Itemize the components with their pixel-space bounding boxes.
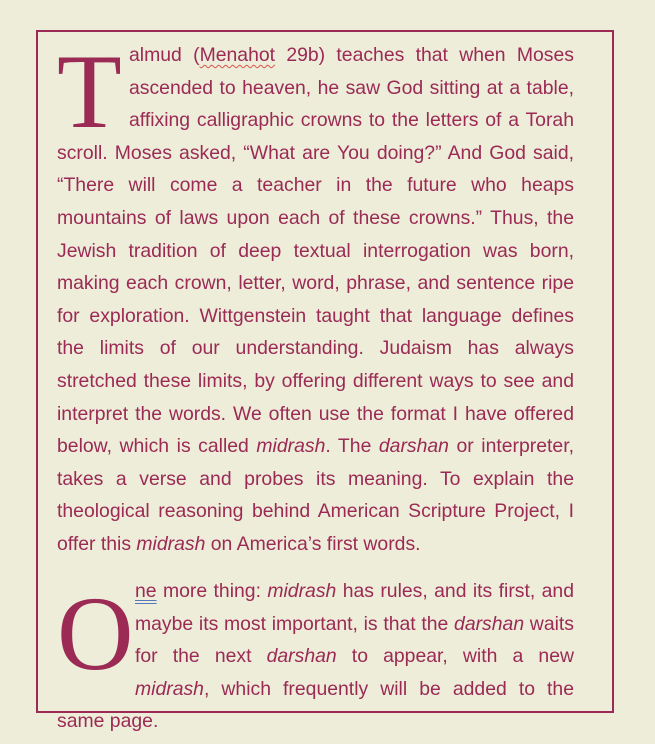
text-segment: almud (	[129, 44, 200, 66]
text-segment: or interpreter, takes a verse and probes its meaning. To explain the theological reasoning behind American Scripture Project, I offer this	[57, 435, 574, 555]
grammar-check-word-ne[interactable]: ne	[135, 580, 157, 602]
italic-term-midrash: midrash	[256, 435, 326, 458]
text-segment: on America’s first words.	[205, 532, 421, 555]
spellcheck-word-menahot[interactable]: Menahot	[199, 44, 276, 66]
paragraph-talmud	[57, 33, 574, 561]
drop-cap-o: O	[57, 575, 134, 692]
italic-term-darshan: darshan	[454, 612, 525, 635]
text-segment: has rules, and its first, and maybe its most important, is that the	[135, 580, 574, 635]
italic-term-midrash: midrash	[135, 677, 204, 700]
italic-term-midrash: midrash	[136, 532, 206, 555]
drop-cap-t: T	[57, 33, 122, 150]
text-segment: , which frequently will be added to the same page.	[57, 677, 574, 733]
italic-term-midrash: midrash	[267, 580, 337, 602]
text-segment: . The	[325, 435, 379, 458]
text-segment: 29b) teaches that when Moses ascended to heaven, he saw God sitting at a table, affixing calligraphic crowns to the letters of a Torah scroll. Moses asked, “What are You doing?” And God said, “There will come a teacher in the future who heaps mountains of laws upon each of these crowns.” Thus, the Jewish tradition of deep textual interrogation was born, making each crown, letter, word, phrase, and sentence ripe for exploration. Wittgenstein taught that language defines the limits of our understanding. Judaism has always stretched these limits, by offering different ways to see and interpret the words. We often use the format I have offered below, which is called	[57, 44, 574, 458]
text-segment: waits for the next	[135, 612, 574, 668]
paragraph-one-more-thing	[57, 575, 574, 738]
text-segment: more thing:	[156, 580, 268, 602]
italic-term-darshan: darshan	[266, 645, 337, 668]
italic-term-darshan: darshan	[378, 435, 449, 458]
text-segment: to appear, with a new	[336, 645, 574, 668]
